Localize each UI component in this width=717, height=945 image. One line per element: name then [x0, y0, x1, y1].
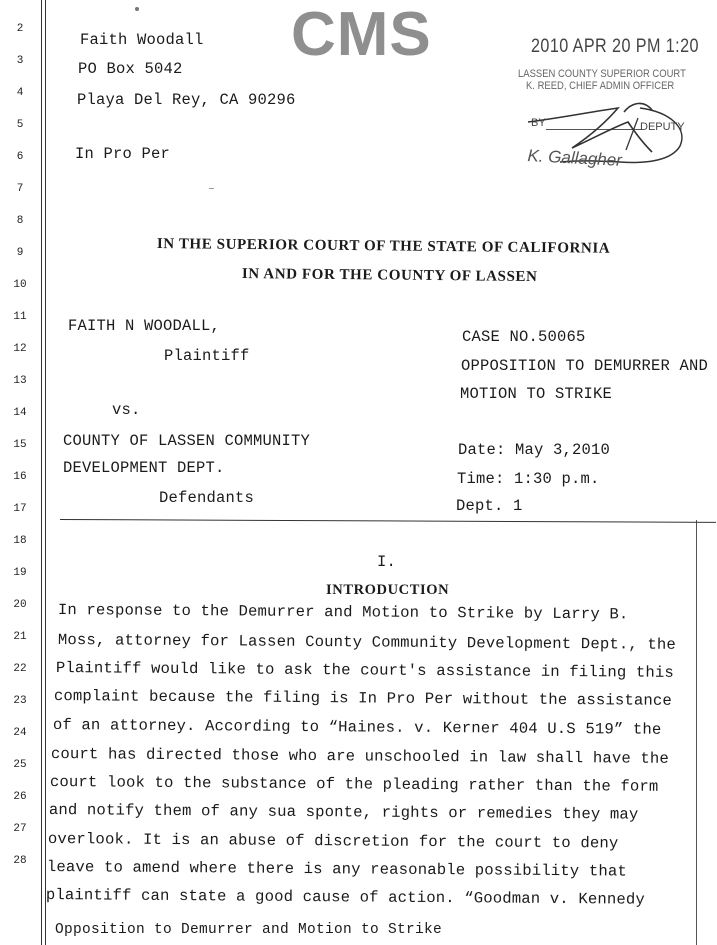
- line-number: 24: [13, 727, 27, 739]
- line-number: 16: [13, 471, 27, 483]
- body-line: Moss, attorney for Lassen County Community Development Dept., the: [57, 631, 676, 654]
- body-line: complaint because the filing is In Pro Per without the assistance: [53, 687, 672, 710]
- deputy-label: DEPUTY: [640, 121, 685, 133]
- margin-rule-outer: [41, 0, 42, 945]
- document-title-1: OPPOSITION TO DEMURRER AND: [461, 357, 709, 375]
- filer-address-2: Playa Del Rey, CA 90296: [77, 91, 296, 109]
- section-number: I.: [377, 553, 397, 571]
- court-clerk-line: LASSEN COUNTY SUPERIOR COURT: [518, 68, 686, 80]
- section-title: INTRODUCTION: [326, 582, 450, 598]
- defendant-line-1: COUNTY OF LASSEN COMMUNITY: [63, 432, 311, 450]
- line-number: 7: [16, 183, 24, 195]
- margin-rule-inner: [45, 0, 46, 945]
- hearing-date: Date: May 3,2010: [458, 441, 611, 459]
- line-number: 10: [13, 279, 27, 291]
- line-number: 20: [13, 599, 27, 611]
- court-title-line-1: IN THE SUPERIOR COURT OF THE STATE OF CALIFORNIA: [156, 236, 611, 257]
- body-line: plaintiff can state a good cause of action. “Goodman v. Kennedy: [45, 886, 645, 909]
- line-number: 18: [13, 535, 27, 547]
- line-number: 9: [16, 247, 24, 259]
- line-number: 4: [16, 87, 24, 99]
- line-number: 27: [13, 823, 27, 835]
- body-line: court has directed those who are unschooled in law shall have the: [50, 745, 669, 768]
- cms-logo: CMS: [291, 0, 432, 69]
- body-line: overlook. It is an abuse of discretion for the court to deny: [47, 830, 619, 853]
- body-line: leave to amend where there is any reasonable possibility that: [46, 858, 627, 881]
- footer-title: Opposition to Demurrer and Motion to Strike: [55, 922, 443, 938]
- line-number: 8: [16, 215, 24, 227]
- line-number: 22: [13, 663, 27, 675]
- hearing-time: Time: 1:30 p.m.: [457, 470, 600, 488]
- body-line: and notify them of any sua sponte, rights or remedies they may: [48, 801, 639, 824]
- line-number: 14: [13, 407, 27, 419]
- line-number: 11: [13, 311, 27, 323]
- line-number: 21: [13, 631, 27, 643]
- line-number: 25: [13, 759, 27, 771]
- filer-name: Faith Woodall: [80, 31, 204, 49]
- line-number: 12: [13, 343, 27, 355]
- defendant-line-2: DEVELOPMENT DEPT.: [63, 459, 225, 477]
- line-number: 2: [16, 23, 24, 35]
- plaintiff-name: FAITH N WOODALL,: [68, 317, 221, 335]
- body-line: of an attorney. According to “Haines. v. Kerner 404 U.S 519” the: [52, 716, 662, 739]
- line-number: 23: [13, 695, 27, 707]
- plaintiff-role: Plaintiff: [164, 347, 250, 365]
- clerk-name: K. Gallagher: [527, 146, 623, 170]
- case-number: CASE NO.50065: [462, 328, 586, 346]
- versus: vs.: [112, 401, 141, 419]
- court-title-line-2: IN AND FOR THE COUNTY OF LASSEN: [241, 266, 538, 286]
- line-number: 3: [16, 55, 24, 67]
- filer-status: In Pro Per: [75, 145, 171, 163]
- line-number: 5: [16, 119, 24, 131]
- body-line: Plaintiff would like to ask the court's assistance in filing this: [55, 659, 674, 682]
- line-number: 13: [13, 375, 27, 387]
- line-number: 15: [13, 439, 27, 451]
- line-number: 6: [16, 151, 24, 163]
- hearing-dept: Dept. 1: [456, 497, 523, 515]
- filer-address-1: PO Box 5042: [78, 60, 183, 78]
- line-number: 19: [13, 567, 27, 579]
- line-number: 28: [13, 855, 27, 867]
- defendant-role: Defendants: [159, 489, 255, 507]
- filed-datetime: 2010 APR 20 PM 1:20: [531, 36, 699, 57]
- document-title-2: MOTION TO STRIKE: [460, 385, 613, 403]
- stray-mark: [135, 7, 139, 11]
- margin-rule-right: [696, 520, 697, 945]
- body-line: In response to the Demurrer and Motion to Strike by Larry B.: [57, 601, 629, 624]
- court-officer-line: K. REED, CHIEF ADMIN OFFICER: [526, 80, 675, 92]
- line-number: 17: [13, 503, 27, 515]
- caption-divider: [60, 519, 716, 523]
- line-number: 26: [13, 791, 27, 803]
- body-line: court look to the substance of the pleading rather than the form: [49, 773, 659, 796]
- stray-mark: [209, 188, 214, 189]
- by-label: BY: [531, 117, 546, 129]
